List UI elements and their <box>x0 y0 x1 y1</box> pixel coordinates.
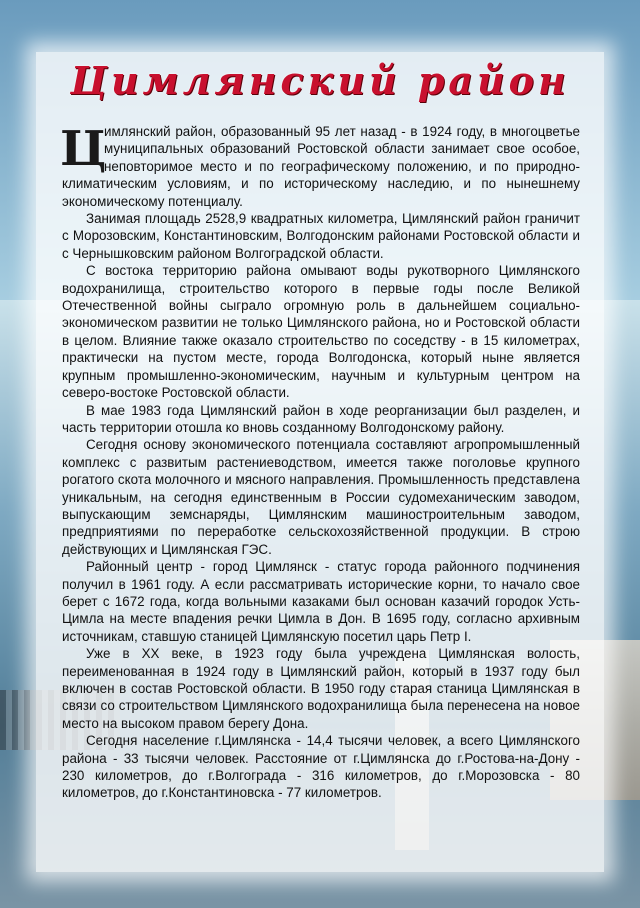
drop-cap: Ц <box>60 121 107 177</box>
page-title: Цимлянский район <box>70 58 570 103</box>
paragraph-5: Сегодня основу экономического потенциала составляют агропромышленный комплекс с развитым растениеводством, имеется также поголовье крупного рогатого скота молочного и мясного направления. Промышленность представлена уникальным, на сегодня единственным в России судомеханическим заводом, выпускающим земснаряды, Цимлянским машиностроительным заводом, предприятиями по переработке сельскохозяйственной продукции. В строю действующих и Цимлянская ГЭС. <box>62 437 580 557</box>
paragraph-2: Занимая площадь 2528,9 квадратных километра, Цимлянский район граничит с Морозовским, Константиновским, Волгодонским районами Ростовской области и с Чернышковским районом Волгоградской области. <box>62 211 580 261</box>
paragraph-6: Районный центр - город Цимлянск - статус города районного подчинения получил в 1961 году. А если рассматривать исторические корни, то начало свое берет с 1672 года, когда вольными казаками был основан казачий городок Усть-Цимла на месте впадения речки Цимла в Дон. В 1695 году, согласно архивным источникам, ставшую станицей Цимлянскую посетил царь Петр I. <box>62 559 580 644</box>
paragraph-1 <box>62 123 580 210</box>
paragraph-8: Сегодня население г.Цимлянска - 14,4 тысячи человек, а всего Цимлянского района - 33 тысячи человек. Расстояние от г.Цимлянска до г.Ростова-на-Дону - 230 километров, до г.Волгограда - 316 километров, до г.Морозовска - 80 километров, до г.Константиновска - 77 километров. <box>62 733 580 801</box>
paragraph-1-text: имлянский район, образованный 95 лет назад - в 1924 году, в многоцветье муниципальных образований Ростовской области занимает свое особое, неповторимое место и по географическому положению, и по природно-климатическим условиям, и по историческому наследию, и по нынешнему экономическому потенциалу. <box>62 124 580 209</box>
paragraph-4: В мае 1983 года Цимлянский район в ходе реорганизации был разделен, и часть территории отошла ко вновь созданному Волгодонскому району. <box>62 402 580 435</box>
article-body <box>62 123 580 802</box>
paragraph-7: Уже в XX веке, в 1923 году была учреждена Цимлянская волость, переименованная в 1924 году в Цимлянский район, который в 1937 году был включен в состав Ростовской области. В 1950 году старая станица Цимлянская в связи со строительством Цимлянского водохранилища была перенесена на новое место на высоком правом берегу Дона. <box>62 646 580 731</box>
paragraph-3: С востока территорию района омывают воды рукотворного Цимлянского водохранилища, строительство которого в первые годы после Великой Отечественной войны сыграло огромную роль в дальнейшем социально-экономическом развитии не только Цимлянского района, но и Ростовской области в целом. Влияние также оказало строительство по соседству - в 15 километрах, практически на пустом месте, города Волгодонска, который ныне является крупным промышленно-экономическим, научным и культурным центром на северо-востоке Ростовской области. <box>62 263 580 401</box>
